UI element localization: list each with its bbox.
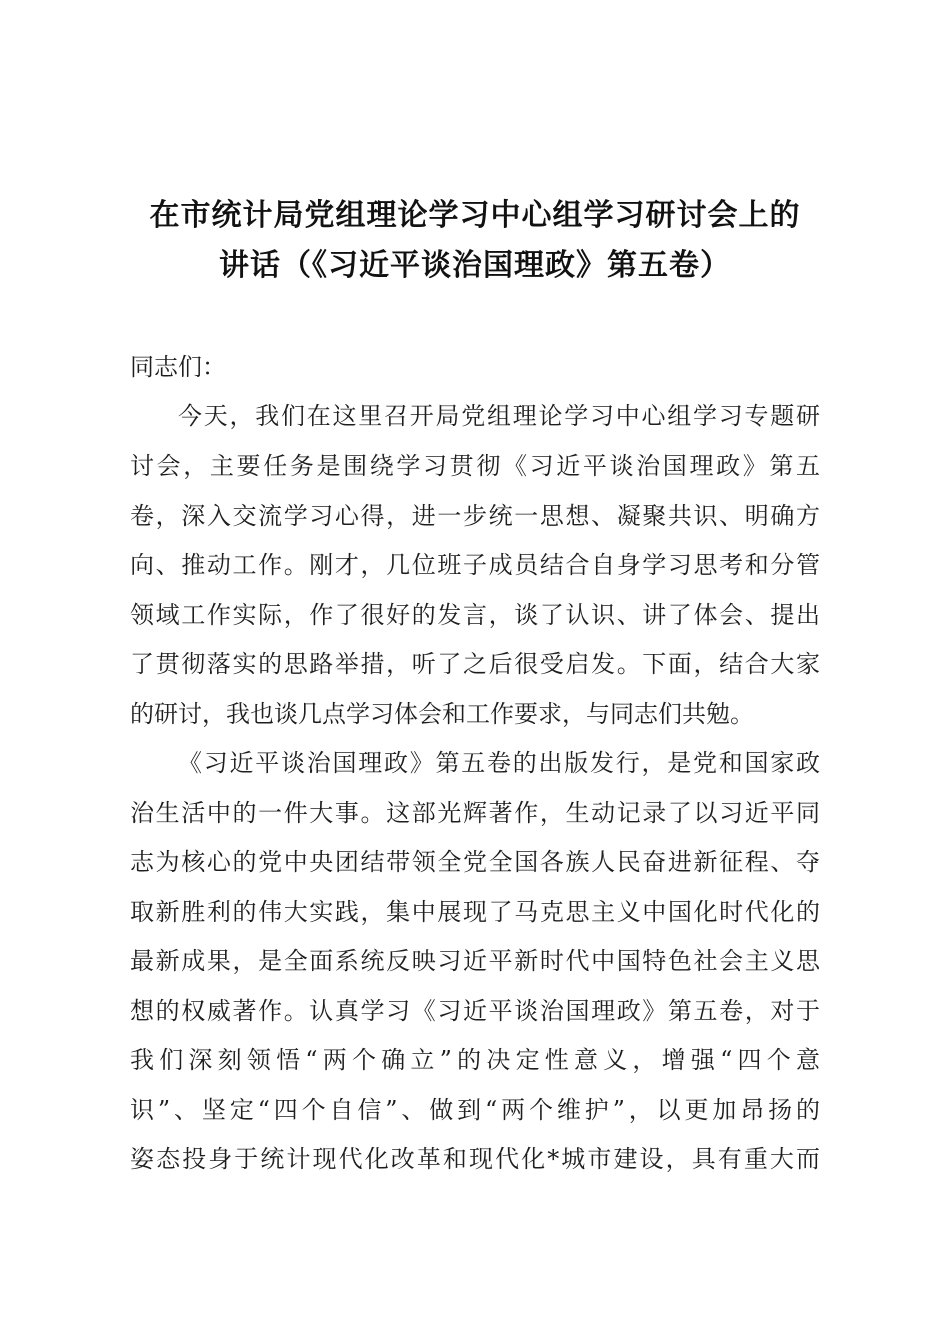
salutation: 同志们： <box>130 353 226 381</box>
paragraph-2-line-7: 我们深刻领悟“两个确立”的决定性意义，增强“四个意 <box>130 1046 820 1074</box>
paragraph-1-line-1: 今天，我们在这里召开局党组理论学习中心组学习专题研 <box>178 402 820 430</box>
paragraph-1-line-5: 领域工作实际，作了很好的发言，谈了认识、讲了体会、提出 <box>130 601 820 629</box>
paragraph-1-line-3: 卷，深入交流学习心得，进一步统一思想、凝聚共识、明确方 <box>130 502 820 530</box>
paragraph-2-line-8: 识”、坚定“四个自信”、做到“两个维护”，以更加昂扬的 <box>130 1096 820 1124</box>
paragraph-2-line-9: 姿态投身于统计现代化改革和现代化*城市建设，具有重大而 <box>130 1145 820 1173</box>
paragraph-1-line-4: 向、推动工作。刚才，几位班子成员结合自身学习思考和分管 <box>130 551 820 579</box>
paragraph-2-line-4: 取新胜利的伟大实践，集中展现了马克思主义中国化时代化的 <box>130 898 820 926</box>
paragraph-2-line-2: 治生活中的一件大事。这部光辉著作，生动记录了以习近平同 <box>130 799 820 827</box>
document-title-line-1: 在市统计局党组理论学习中心组学习研讨会上的 <box>149 198 801 233</box>
paragraph-2-line-1: 《习近平谈治国理政》第五卷的出版发行，是党和国家政 <box>178 749 820 777</box>
paragraph-2-line-5: 最新成果，是全面系统反映习近平新时代中国特色社会主义思 <box>130 947 820 975</box>
paragraph-1-line-7: 的研讨，我也谈几点学习体会和工作要求，与同志们共勉。 <box>130 700 754 728</box>
paragraph-2-line-6: 想的权威著作。认真学习《习近平谈治国理政》第五卷，对于 <box>130 997 820 1025</box>
paragraph-1-line-6: 了贯彻落实的思路举措，听了之后很受启发。下面，结合大家 <box>130 650 820 678</box>
paragraph-2-line-3: 志为核心的党中央团结带领全党全国各族人民奋进新征程、夺 <box>130 848 820 876</box>
paragraph-1-line-2: 讨会，主要任务是围绕学习贯彻《习近平谈治国理政》第五 <box>130 452 820 480</box>
document-title-line-2: 讲话（《习近平谈治国理政》第五卷） <box>219 248 731 283</box>
